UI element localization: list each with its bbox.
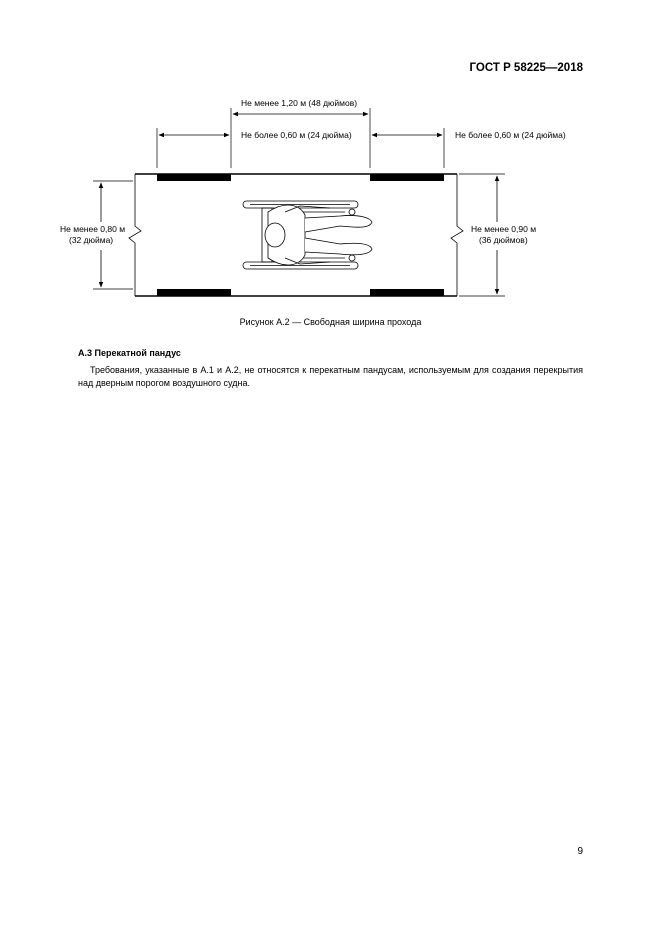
page-number: 9: [577, 846, 583, 857]
section-paragraph: Требования, указанные в А.1 и А.2, не относятся к перекатным пандусам, используемым для создания перекрытия над дверным порогом воздушного судна.: [78, 365, 583, 388]
section-title: А.3 Перекатной пандус: [78, 348, 181, 358]
dim-total-label: Не менее 1,20 м (48 дюймов): [241, 98, 358, 108]
figure-caption: Рисунок А.2 — Свободная ширина прохода: [239, 317, 422, 327]
wheelchair-user-icon: [243, 201, 372, 269]
dim-doorway-label: Не более 0,60 м (24 дюйма): [241, 130, 352, 140]
dim-right-gap-label: Не более 0,60 м (24 дюйма): [455, 130, 566, 140]
document-code: ГОСТ Р 58225—2018: [469, 62, 583, 74]
clear-width-diagram: [0, 0, 661, 320]
left-width-label-line1: Не менее 0,80 м: [60, 224, 126, 234]
right-width-label-line1: Не менее 0,90 м: [471, 224, 537, 234]
left-width-label-line2: (32 дюйма): [69, 235, 114, 245]
right-width-label-line2: (36 дюймов): [479, 235, 528, 245]
